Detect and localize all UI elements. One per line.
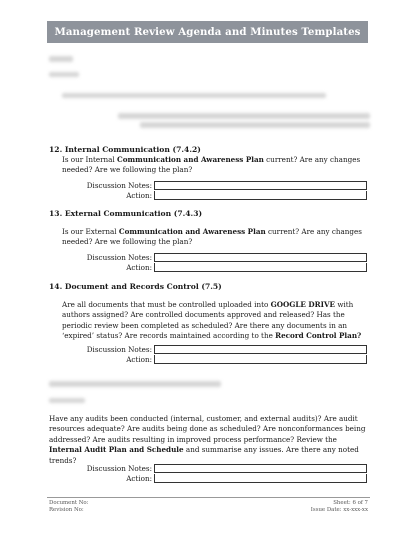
action-field[interactable] (154, 191, 367, 200)
discussion-notes-label: Discussion Notes: (86, 181, 152, 190)
section-body (62, 300, 368, 342)
action-label: Action: (126, 474, 152, 483)
redacted-text (62, 93, 326, 98)
section-internal-communication (49, 145, 369, 176)
redacted-text (140, 122, 370, 128)
action-field[interactable] (154, 355, 367, 364)
section-title: 13. External Communication (7.4.3) (49, 209, 203, 218)
section-body (62, 155, 368, 176)
bold-reference: GOOGLE DRIVE (270, 300, 336, 309)
text-run: with authors assigned? Are controlled documents approved and released? Has the periodic review been completed as scheduled? Are there any documents in an ‘expired’ status? Are records maintained according to the (62, 300, 354, 341)
action-field[interactable] (154, 474, 367, 483)
bold-reference: Communication and Awareness Plan (118, 227, 266, 236)
section-title: 12. Internal Communication (7.4.2) (49, 145, 201, 154)
action-label: Action: (126, 263, 152, 272)
footer-left (49, 500, 89, 515)
discussion-notes-field[interactable] (154, 345, 367, 354)
discussion-notes-field[interactable] (154, 181, 367, 190)
text-run: Have any audits been conducted (internal, customer, and external audits)? Are audit resources adequate? Are audits being done as scheduled? Are nonconformances being addressed? Are audits resulting in improved process performance? Review the (49, 414, 366, 444)
discussion-notes-label: Discussion Notes: (86, 464, 152, 473)
redacted-text (49, 398, 85, 403)
sheet-number: Sheet: 6 of 7 (333, 500, 368, 506)
redacted-text (118, 113, 370, 119)
section-external-communication (49, 209, 369, 248)
text-run: Is our External (62, 227, 119, 236)
bold-reference: Internal Audit Plan and Schedule (49, 445, 184, 455)
section-internal-audit (49, 414, 369, 466)
notes-internal-communication (49, 181, 369, 201)
section-body (62, 227, 368, 248)
action-label: Action: (126, 191, 152, 200)
footer-right (311, 500, 368, 515)
discussion-notes-label: Discussion Notes: (86, 345, 152, 354)
page-title: Management Review Agenda and Minutes Templates (54, 26, 361, 38)
notes-document-records-control (49, 345, 369, 365)
section-document-records-control (49, 282, 369, 342)
text-run: and summarise any issues. Are there any noted trends? (49, 445, 359, 465)
action-label: Action: (126, 355, 152, 364)
footer-divider (47, 497, 370, 498)
revision-number: Revision No: (49, 507, 84, 514)
text-run: Are all documents that must be controlled uploaded into (62, 300, 271, 309)
text-run: current? Are any changes needed? Are we following the plan? (62, 155, 361, 175)
redacted-text (49, 381, 221, 387)
document-number: Document No: (49, 500, 89, 506)
text-run: current? Are any changes needed? Are we following the plan? (62, 227, 362, 247)
section-title: 14. Document and Records Control (7.5) (49, 282, 222, 291)
text-run: Is our Internal (62, 155, 118, 164)
action-field[interactable] (154, 263, 367, 272)
discussion-notes-field[interactable] (154, 464, 367, 473)
section-body (49, 414, 368, 466)
bold-reference: Communication and Awareness Plan (117, 155, 264, 164)
notes-external-communication (49, 253, 369, 273)
discussion-notes-field[interactable] (154, 253, 367, 262)
discussion-notes-label: Discussion Notes: (86, 253, 152, 262)
issue-date: Issue Date: xx-xxx-xx (310, 507, 368, 514)
redacted-text (49, 72, 79, 77)
bold-reference: Record Control Plan? (275, 331, 362, 341)
header-bar (47, 21, 368, 43)
redacted-text (49, 56, 73, 62)
notes-internal-audit (49, 464, 369, 484)
